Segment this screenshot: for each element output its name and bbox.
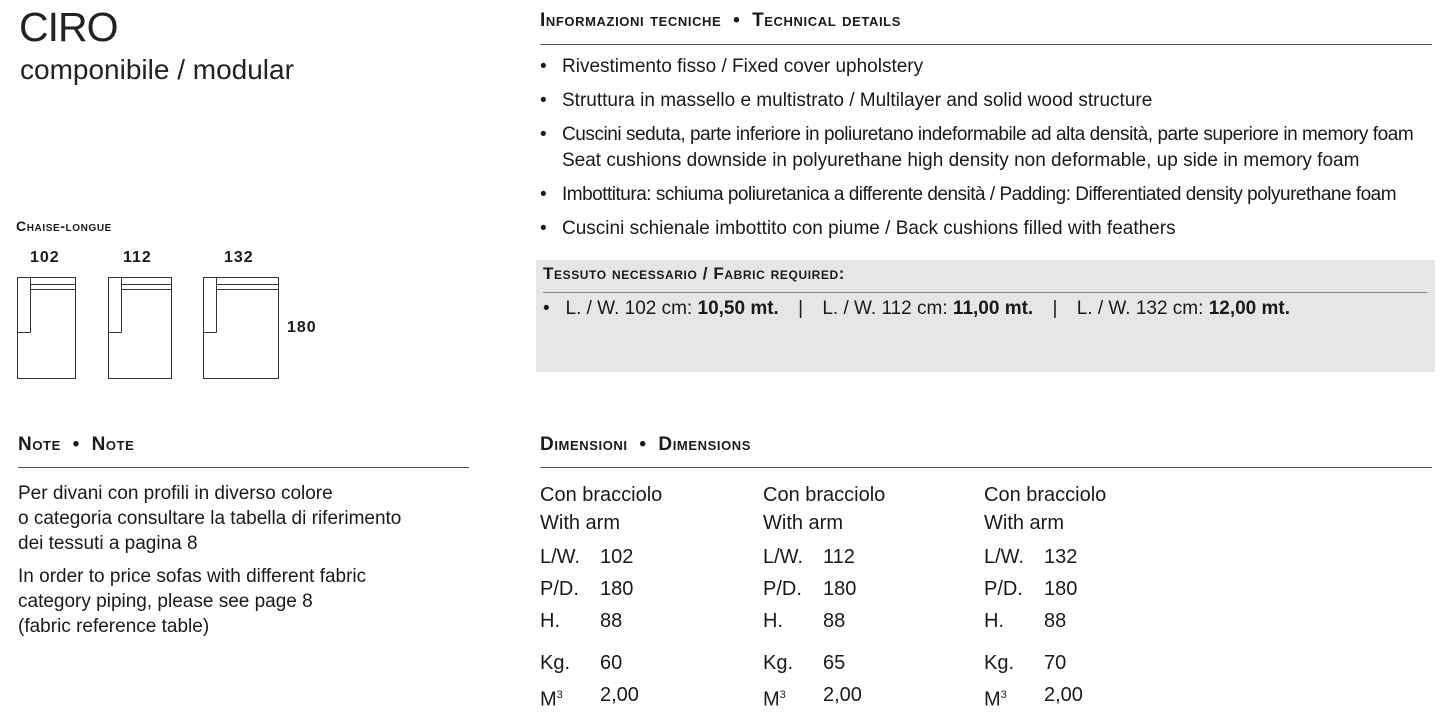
- list-item-text: Struttura in massello e multistrato / Multilayer and solid wood structure: [562, 90, 1153, 111]
- row-pd: [540, 573, 662, 605]
- fabric-label-102: L. / W. 102 cm:: [565, 298, 693, 319]
- pd-label: P/D.: [984, 578, 1023, 600]
- list-item: [540, 216, 1450, 242]
- lw-label: L/W.: [984, 546, 1025, 568]
- width-label-102: 102: [30, 249, 60, 266]
- column-title-en: With arm: [540, 512, 620, 534]
- fabric-rule: [543, 292, 1427, 293]
- lw-label: L/W.: [763, 546, 804, 568]
- column-title-en: With arm: [984, 512, 1064, 534]
- list-item: [540, 182, 1450, 208]
- kg-value: 70: [1044, 652, 1067, 674]
- m3-exponent: 3: [556, 689, 563, 701]
- m3-value: 2,00: [600, 684, 639, 706]
- list-item-text: Imbottitura: schiuma poliuretanica a differente densità / Padding: Differentiated density polyurethane foam: [562, 184, 1397, 205]
- pd-label: P/D.: [763, 578, 802, 600]
- note-heading: Note • Note: [18, 434, 135, 455]
- dimensions-heading: Dimensioni • Dimensions: [540, 434, 752, 455]
- row-m3: [984, 679, 1106, 716]
- kg-value: 65: [823, 652, 846, 674]
- fabric-label-112: L. / W. 112 cm:: [822, 298, 948, 319]
- row-pd: [984, 573, 1106, 605]
- chaise-132-outline: [204, 278, 279, 379]
- row-lw: [763, 541, 885, 573]
- pd-label: P/D.: [540, 578, 579, 600]
- dimension-column-132: [984, 481, 1106, 716]
- dimensions-rule: [540, 467, 1432, 468]
- m3-label: [540, 679, 600, 716]
- row-lw: [984, 541, 1106, 573]
- m3-label: [984, 679, 1044, 716]
- note-rule: [18, 467, 469, 468]
- column-title-it: Con bracciolo: [763, 484, 886, 506]
- technical-heading: Informazioni tecniche • Technical details: [540, 10, 901, 31]
- row-kg: [763, 647, 885, 679]
- row-lw: [540, 541, 662, 573]
- h-value: 88: [1044, 610, 1067, 632]
- dimension-column-112: [763, 481, 885, 716]
- list-item-text: Cuscini schienale imbottito con piume / Back cushions filled with feathers: [562, 218, 1176, 239]
- column-title-en: With arm: [763, 512, 843, 534]
- row-h: [763, 605, 885, 637]
- pd-value: 180: [600, 578, 634, 600]
- technical-list: [540, 54, 1450, 250]
- product-name: CIRO: [19, 4, 118, 50]
- note-text: [18, 481, 478, 647]
- dimension-column-102: [540, 481, 662, 716]
- technical-rule: [540, 44, 1432, 45]
- lw-value: 102: [600, 546, 634, 568]
- separator: |: [798, 298, 804, 319]
- kg-label: Kg.: [763, 652, 794, 674]
- list-item: [540, 122, 1450, 174]
- m3-label: [763, 679, 823, 716]
- list-item-text: Seat cushions downside in polyurethane high density non deformable, up side in memory foam: [562, 150, 1360, 171]
- m3-letter: M: [763, 688, 780, 711]
- h-value: 88: [600, 610, 623, 632]
- kg-value: 60: [600, 652, 623, 674]
- width-label-132: 132: [224, 249, 254, 266]
- kg-label: Kg.: [984, 652, 1015, 674]
- m3-letter: M: [540, 688, 557, 711]
- fabric-value-112: 11,00 mt.: [952, 298, 1034, 319]
- fabric-label-132: L. / W. 132 cm:: [1076, 298, 1204, 319]
- chaise-112-outline: [109, 278, 172, 379]
- m3-exponent: 3: [779, 689, 786, 701]
- list-item-text: Rivestimento fisso / Fixed cover upholstery: [562, 56, 924, 77]
- note-italian: Per divani con profili in diverso colore o categoria consultare la tabella di riferimento dei tessuti a pagina 8: [18, 483, 402, 554]
- note-english: In order to price sofas with different fabric category piping, please see page 8 (fabric reference table): [18, 566, 367, 637]
- list-item-text: Cuscini seduta, parte inferiore in poliuretano indeformabile ad alta densità, parte superiore in memory foam: [562, 124, 1414, 145]
- row-m3: [540, 679, 662, 716]
- m3-value: 2,00: [823, 684, 862, 706]
- product-subtitle: componibile / modular: [20, 54, 294, 85]
- bullet: •: [543, 298, 561, 319]
- width-label-112: 112: [123, 249, 152, 266]
- lw-value: 132: [1044, 546, 1078, 568]
- chaise-102-outline: [18, 278, 76, 379]
- row-kg: [540, 647, 662, 679]
- kg-label: Kg.: [540, 652, 571, 674]
- column-title-it: Con bracciolo: [984, 484, 1107, 506]
- row-h: [540, 605, 662, 637]
- pd-value: 180: [823, 578, 857, 600]
- column-title-it: Con bracciolo: [540, 484, 663, 506]
- row-kg: [984, 647, 1106, 679]
- list-item: [540, 54, 1450, 80]
- row-m3: [763, 679, 885, 716]
- pd-value: 180: [1044, 578, 1078, 600]
- row-h: [984, 605, 1106, 637]
- h-value: 88: [823, 610, 846, 632]
- row-pd: [763, 573, 885, 605]
- m3-letter: M: [984, 688, 1001, 711]
- fabric-value-102: 10,50 mt.: [697, 298, 779, 319]
- chaise-label: Chaise-longue: [16, 218, 112, 234]
- lw-value: 112: [823, 546, 855, 568]
- m3-value: 2,00: [1044, 684, 1083, 706]
- fabric-value-132: 12,00 mt.: [1208, 298, 1291, 319]
- separator: |: [1052, 298, 1058, 319]
- list-item: [540, 88, 1450, 114]
- depth-label: 180: [287, 319, 317, 336]
- h-label: H.: [540, 610, 560, 632]
- fabric-heading: Tessuto necessario / Fabric required:: [543, 264, 846, 283]
- fabric-line: [543, 298, 1290, 320]
- m3-exponent: 3: [1000, 689, 1007, 701]
- h-label: H.: [763, 610, 783, 632]
- chaise-diagram: [0, 0, 300, 390]
- lw-label: L/W.: [540, 546, 581, 568]
- h-label: H.: [984, 610, 1004, 632]
